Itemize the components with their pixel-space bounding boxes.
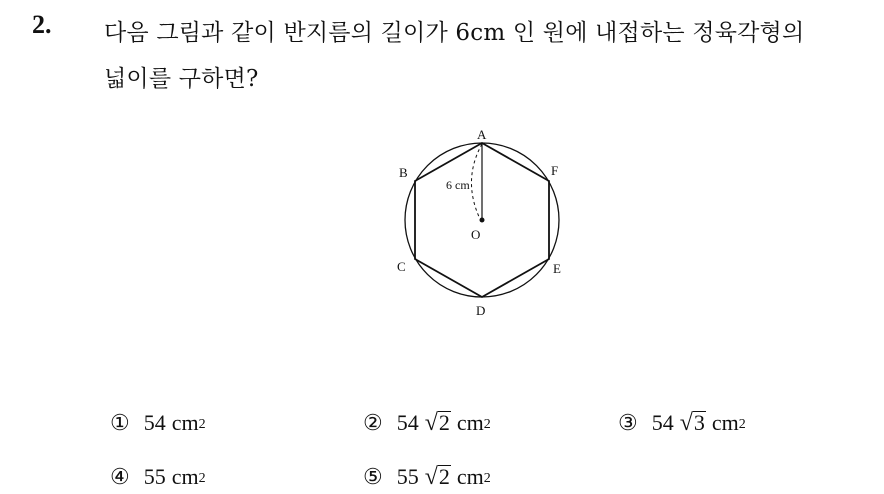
- choice-1-exponent: 2: [198, 417, 206, 432]
- question-text: [104, 10, 874, 102]
- label-d: D: [476, 303, 486, 318]
- choice-1-value: 54: [143, 410, 166, 435]
- radius-label: 6 cm: [446, 178, 470, 192]
- hexagon-figure: [388, 120, 578, 325]
- label-b: B: [399, 165, 408, 180]
- label-e: E: [553, 261, 561, 276]
- choice-1[interactable]: [110, 410, 206, 436]
- sqrt-icon: √: [424, 410, 438, 436]
- choice-1-mark: ①: [110, 410, 130, 435]
- sqrt-icon: √: [679, 410, 693, 436]
- choice-4-value: 55: [143, 464, 166, 489]
- choice-2-exponent: 2: [483, 417, 491, 432]
- choice-5-radicand: 2: [438, 464, 450, 489]
- label-f: F: [551, 163, 559, 178]
- choice-5-mark: ⑤: [363, 464, 383, 489]
- choice-5-value: 55: [396, 464, 419, 489]
- label-o: O: [471, 227, 481, 242]
- choice-4-exponent: 2: [198, 471, 206, 486]
- choice-2-sqrt: [425, 410, 451, 437]
- center-point: [480, 218, 485, 223]
- choice-2-radicand: 2: [438, 410, 450, 435]
- choice-2-unit: cm: [456, 410, 484, 435]
- question-line-2: 넓이를 구하면?: [104, 66, 259, 92]
- sqrt-icon: √: [424, 464, 438, 490]
- question-number: 2.: [32, 10, 52, 39]
- choice-5-sqrt: [425, 464, 451, 491]
- label-a: A: [477, 127, 487, 142]
- choice-5-unit: cm: [456, 464, 484, 489]
- inscribed-hexagon-diagram: [388, 120, 578, 325]
- choice-4[interactable]: [110, 464, 206, 490]
- choice-5[interactable]: [363, 464, 491, 491]
- choice-3-value: 54: [651, 410, 674, 435]
- choice-3-sqrt: [680, 410, 706, 437]
- choice-1-unit: cm: [171, 410, 199, 435]
- radius-brace: [471, 144, 482, 219]
- choice-2[interactable]: [363, 410, 491, 437]
- choice-4-unit: cm: [171, 464, 199, 489]
- choice-3[interactable]: [618, 410, 746, 437]
- choice-3-unit: cm: [711, 410, 739, 435]
- label-c: C: [397, 259, 406, 274]
- choice-2-mark: ②: [363, 410, 383, 435]
- choice-2-value: 54: [396, 410, 419, 435]
- choice-3-radicand: 3: [693, 410, 705, 435]
- choice-3-exponent: 2: [738, 417, 746, 432]
- choice-3-mark: ③: [618, 410, 638, 435]
- question-line-1: 다음 그림과 같이 반지름의 길이가 6cm 인 원에 내접하는 정육각형의: [104, 20, 805, 46]
- choice-4-mark: ④: [110, 464, 130, 489]
- choice-5-exponent: 2: [483, 471, 491, 486]
